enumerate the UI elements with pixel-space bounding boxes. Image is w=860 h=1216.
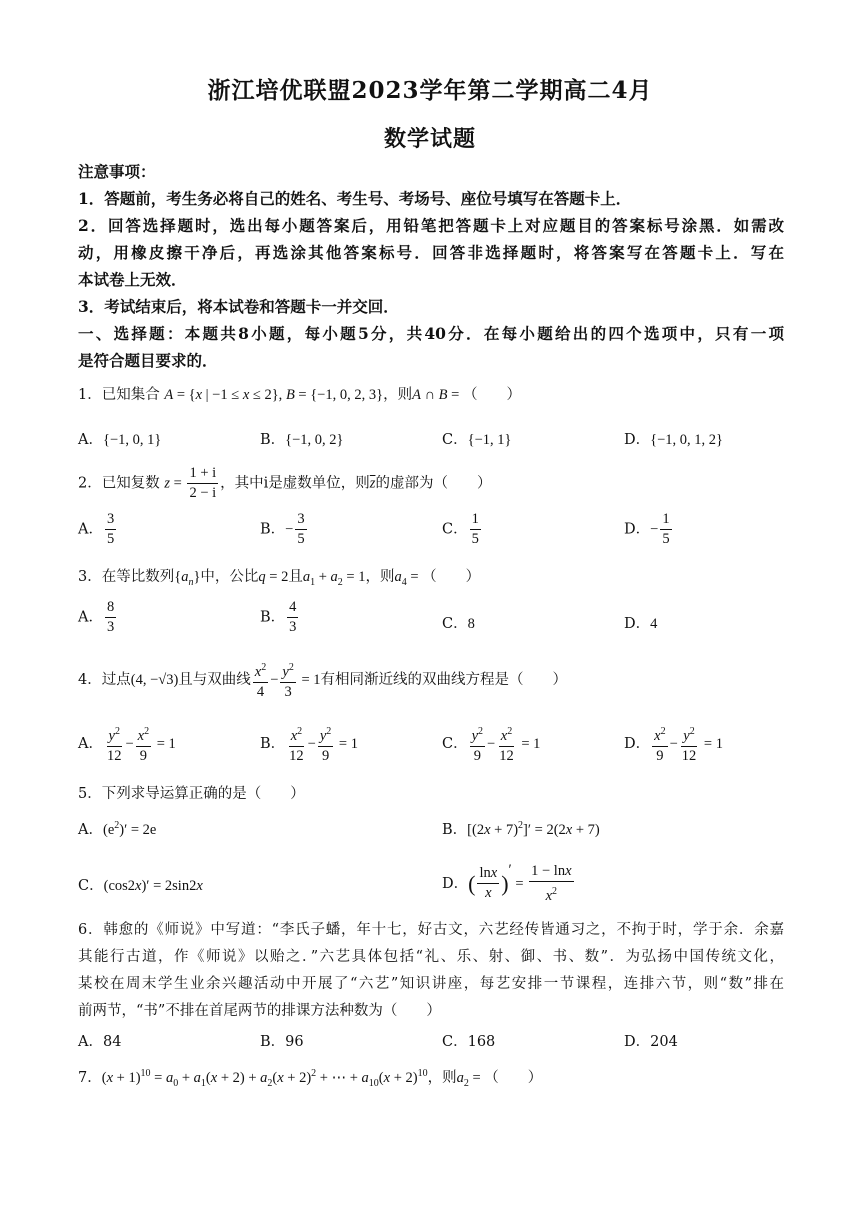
q5-option-c: C．(cos2x)′ = 2sin2x: [78, 878, 203, 894]
notice-1: 1．答题前，考生务必将自己的姓名、考生号、考场号、座位号填写在答题卡上．: [78, 189, 632, 208]
q2-option-b: B．− $\frac{3}{5}$: [260, 511, 305, 547]
q6-option-a: A．84: [78, 1034, 122, 1050]
q6-option-b: B．96: [260, 1034, 304, 1050]
question-5: 5．下列求导运算正确的是（ ）: [78, 786, 305, 802]
exam-subtitle: 数学试题: [383, 126, 476, 152]
q5-option-d: D．( $\frac{\ln x}{x}$ )′ = $\frac{1 - \ln x}{x^2}$: [442, 862, 572, 904]
q4-option-c: C． $\frac{y^2}{9}$ − $\frac{x^2}{12}$ = 1: [442, 722, 540, 766]
notice-2: 2．回答选择题时，选出每小题答案后，用铅笔把答题卡上对应题目的答案标号涂黑．如需改: [78, 216, 784, 235]
q3-option-d: D．4: [624, 616, 658, 632]
q4-option-a: A． $\frac{y^2}{12}$ − $\frac{x^2}{9}$ = 1: [78, 722, 176, 766]
question-3: 3．在等比数列$\{a_n\}$中，公比q = 2且$a_1 + a_2 = 1$，则$a_4$ = （ ）: [78, 569, 481, 588]
question-6-line-4: 前两节，“书”不排在首尾两节的排课方法种数为（ ）: [78, 1003, 441, 1019]
q1-option-c: C．{−1, 1}: [442, 432, 512, 448]
q2-option-d: D．− $\frac{1}{5}$: [624, 511, 670, 547]
q4-option-b: B． $\frac{x^2}{12}$ − $\frac{y^2}{9}$ = 1: [260, 722, 358, 766]
exam-title: 浙江培优联盟2023学年第二学期高二4月: [207, 77, 653, 104]
q6-option-d: D．204: [624, 1034, 678, 1050]
q5-option-b: B．$[(2x + 7)^2]' = 2(2x + 7)$: [442, 820, 600, 838]
q2-option-c: C． $\frac{1}{5}$: [442, 511, 479, 547]
question-4: 4．过点(4, −√3)且与双曲线 $\frac{x^2}{4}$ − $\frac{y^2}{3}$ = 1有相同渐近线的双曲线方程是（ ）: [78, 658, 567, 702]
q4-option-d: D． $\frac{x^2}{9}$ − $\frac{y^2}{12}$ = 1: [624, 722, 723, 766]
question-6-line-1: 6．韩愈的《师说》中写道：“李氏子蟠，年十七，好古文，六艺经传皆通习之，不拘于时，学于余．余嘉: [78, 922, 784, 938]
notice-2-end: 本试卷上无效．: [78, 270, 187, 289]
section-heading-cont: 是符合题目要求的．: [78, 351, 218, 370]
q1-option-d: D．{−1, 0, 1, 2}: [624, 432, 723, 448]
question-1: 1．已知集合 A = {x | −1 ≤ x ≤ 2}, B = {−1, 0, 2, 3}，则A ∩ B = （ ）: [78, 387, 521, 403]
q5-option-a: A．$(e^2)' = 2e$: [78, 820, 157, 838]
q6-option-c: C．168: [442, 1034, 496, 1050]
section-heading: 一、选择题：本题共8小题，每小题5分，共40分．在每小题给出的四个选项中，只有一项: [78, 324, 784, 343]
q3-option-b: B． $\frac{4}{3}$: [260, 599, 297, 635]
q1-option-a: A．{−1, 0, 1}: [78, 432, 162, 448]
question-7: 7．$(x + 1)^{10} = a_0 + a_1(x + 2) + a_2(x + 2)^2$ + ⋯ + $a_{10}(x + 2)^{10}$，则$a_2$ = （ ）: [78, 1068, 543, 1089]
q2-option-a: A． $\frac{3}{5}$: [78, 511, 115, 547]
notice-2-cont: 动，用橡皮擦干净后，再选涂其他答案标号．回答非选择题时，将答案写在答题卡上．写在: [78, 243, 784, 262]
q1-option-b: B．{−1, 0, 2}: [260, 432, 344, 448]
question-6-line-2: 其能行古道，作《师说》以贻之．”六艺具体包括“礼、乐、射、御、书、数”．为弘扬中国传统文化，: [78, 949, 784, 965]
question-2: 2．已知复数 z = $\frac{1 + i}{2 - i}$ ，其中i是虚数单位，则$\overline{z}$的虚部为（ ）: [78, 465, 492, 501]
notice-3: 3．考试结束后，将本试卷和答题卡一并交回．: [78, 297, 399, 316]
q3-option-c: C．8: [442, 616, 475, 632]
q3-option-a: A． $\frac{8}{3}$: [78, 599, 115, 635]
notice-heading: 注意事项：: [78, 162, 156, 181]
question-6-line-3: 某校在周末学生业余兴趣活动中开展了“六艺”知识讲座，每艺安排一节课程，连排六节，则“数”排在: [78, 976, 784, 992]
